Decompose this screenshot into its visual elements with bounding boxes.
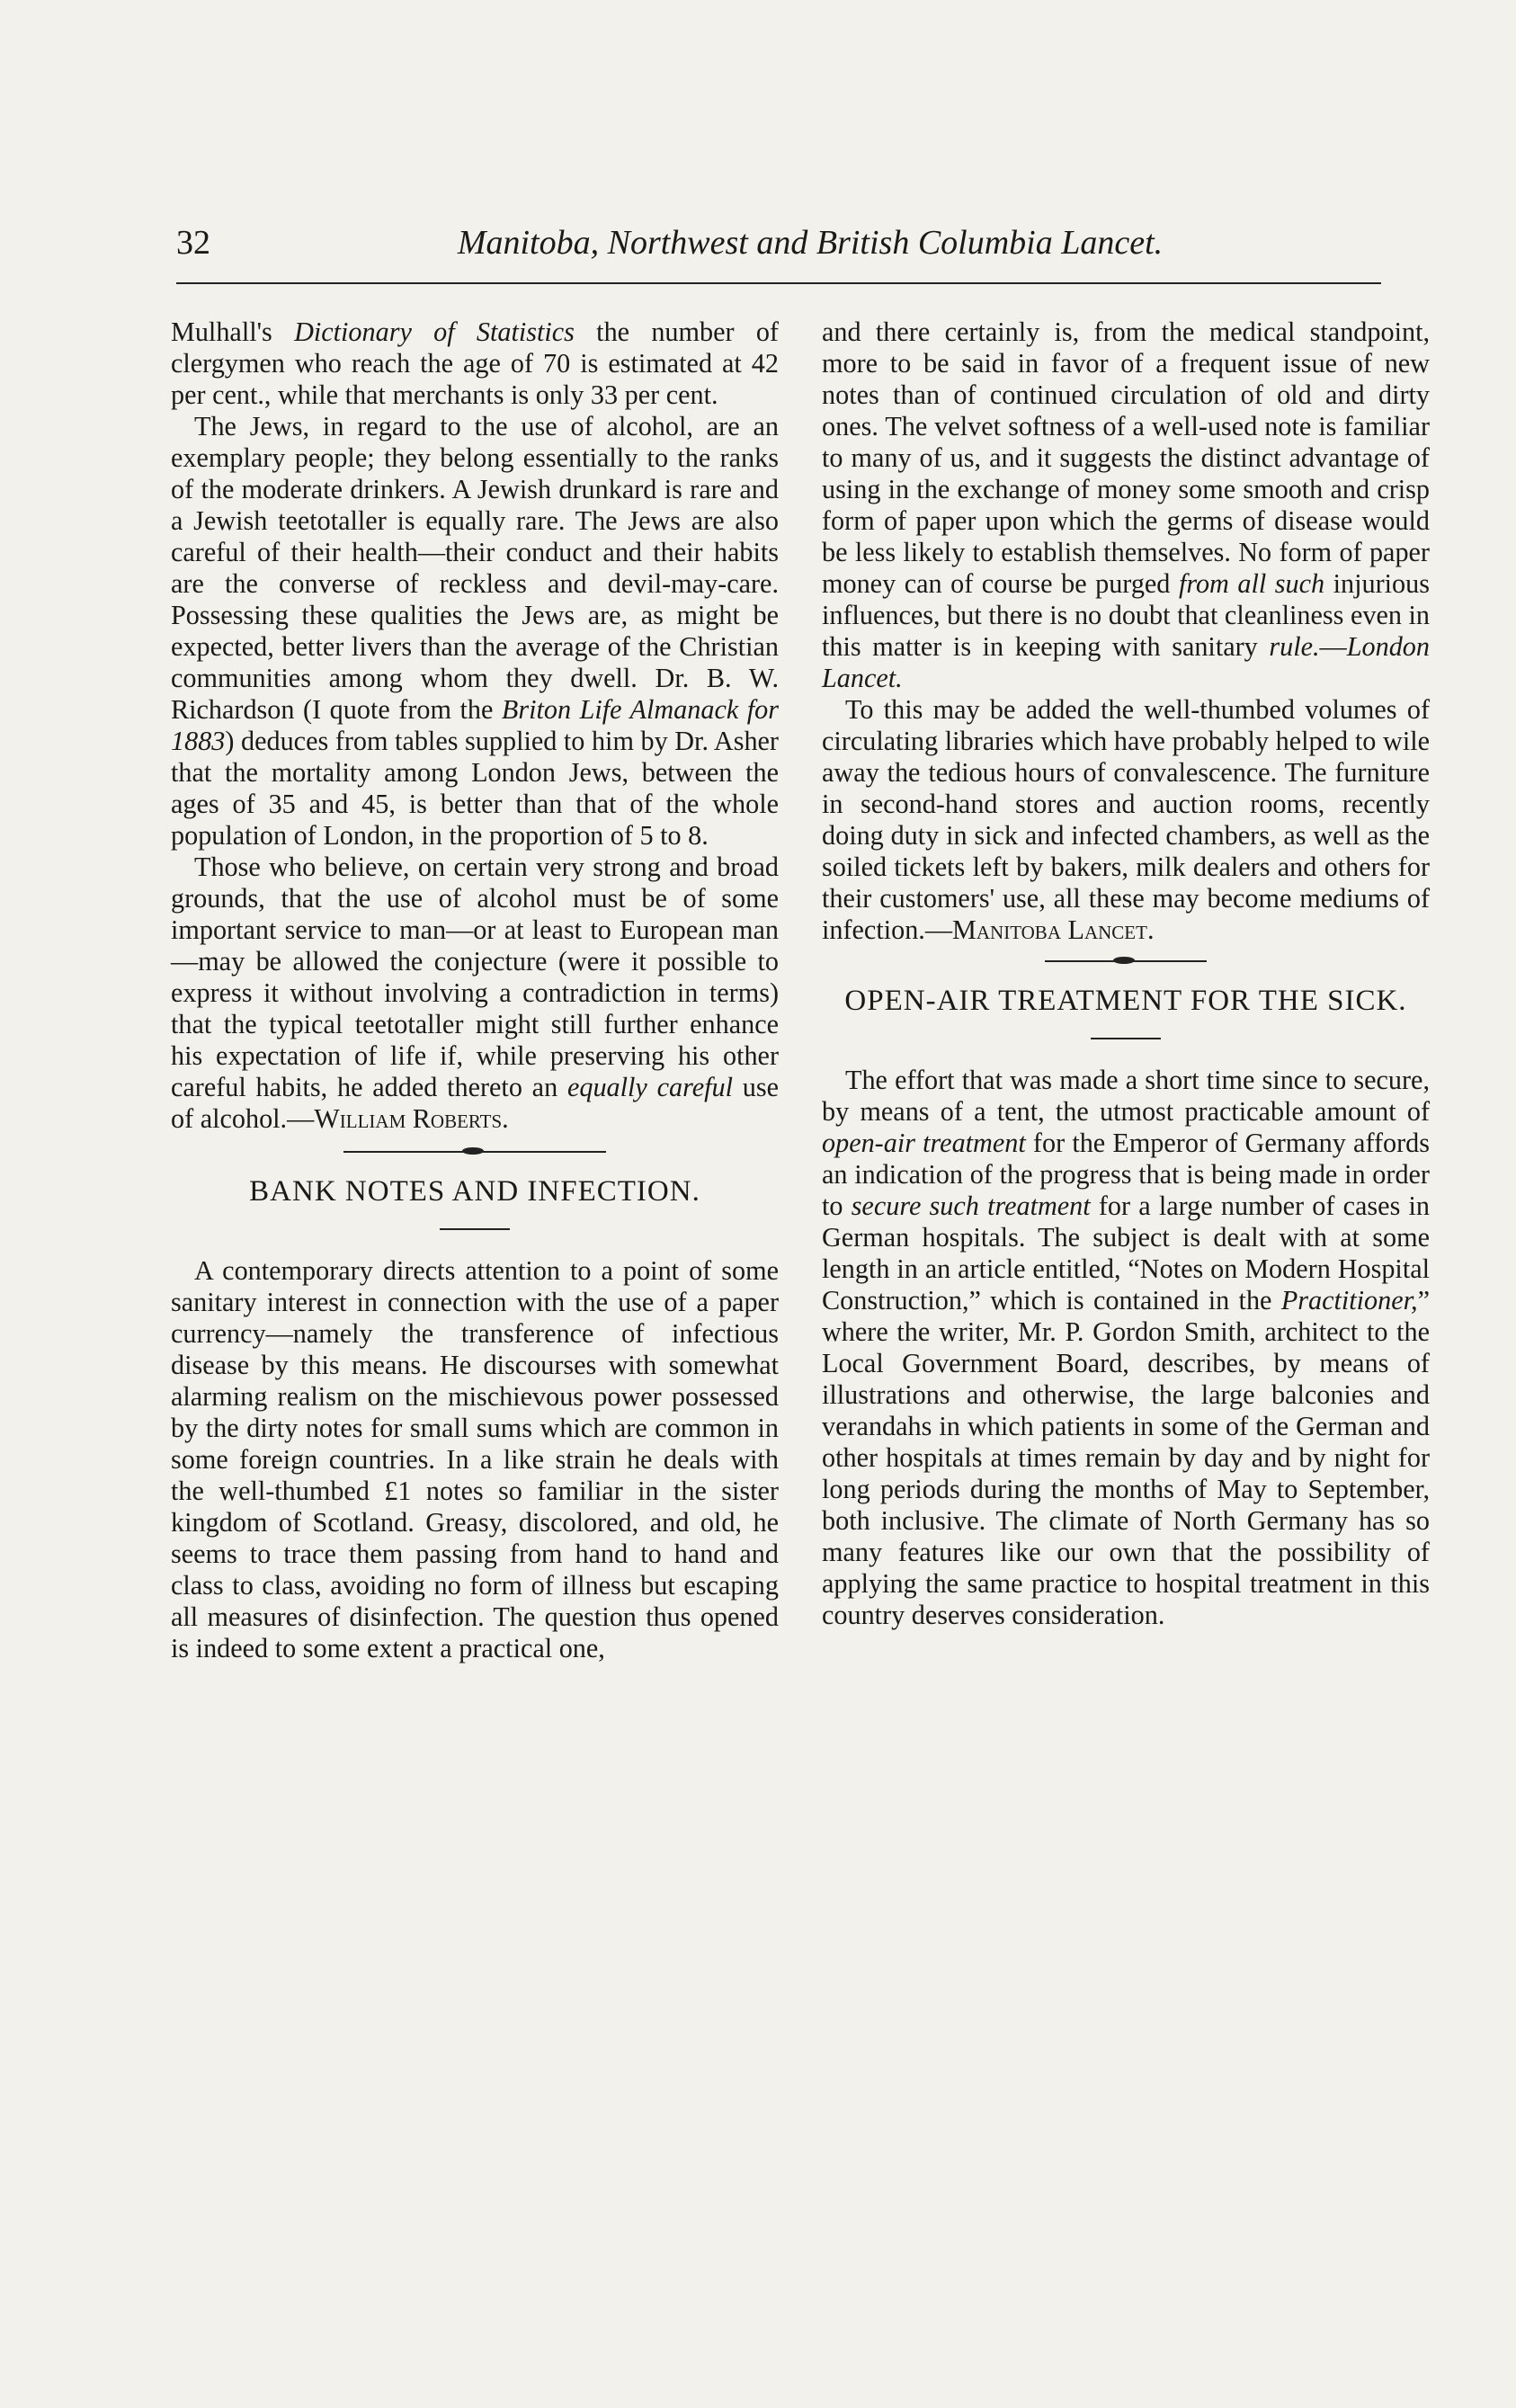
author-signature: William Roberts. bbox=[314, 1103, 509, 1134]
left-column bbox=[171, 317, 779, 1664]
header-rule bbox=[176, 282, 1381, 284]
paragraph-open-air: The effort that was made a short time since to secure, by means of a tent, the utmost practicable amount of open-air treatment for the Emperor of Germany affords an indication of the progress that is being made in order to secure such treatment for a large number of cases in German hospitals. The subject is dealt with at some length in an article entitled, “Notes on Modern Hospital Construction,” which is contained in the Practitioner,” where the writer, Mr. P. Gordon Smith, architect to the Local Government Board, describes, by means of illustrations and otherwise, the large balconies and verandahs in which patients in some of the German and other hospitals at times remain by day and by night for long periods during the months of May to September, both inclusive. The climate of North Germany has so many features like our own that the possibility of applying the same practice to hospital treatment in this country deserves consideration. bbox=[822, 1065, 1430, 1630]
source-citation: London Lancet. bbox=[822, 631, 1430, 693]
journal-title: Practitioner, bbox=[1280, 1285, 1418, 1315]
paragraph-teetotaller: Those who believe, on certain very strong and broad grounds, that the use of alcohol must be of some important service to man—or at least to European man—may be allowed the conjecture (were it possible to express it without involving a contradiction in terms) that the typical teetotaller might still further enhance his expectation of life if, while preserving his other careful habits, he added thereto an equally careful use of alcohol.—William Roberts. bbox=[171, 852, 779, 1134]
right-column bbox=[822, 317, 1430, 1631]
paragraph-mulhall: Mulhall's Dictionary of Statistics the number of clergymen who reach the age of 70 is estimated at 42 per cent., while that merchants is only 33 per cent. bbox=[171, 317, 779, 410]
short-rule bbox=[1091, 1038, 1161, 1039]
source-signature: Manitoba Lancet. bbox=[952, 914, 1155, 945]
ornamental-rule bbox=[1045, 960, 1207, 962]
paragraph-jews: The Jews, in regard to the use of alcohol, are an exemplary people; they belong essentially to the ranks of the moderate drinkers. A Jewish drunkard is rare and a Jewish teetotaller is equally rare. The Jews are also careful of their health—their conduct and their habits are the converse of reckless and devil-may-care. Possessing these qualities the Jews are, as might be expected, better livers than the average of the Christian communities among whom they dwell. Dr. B. W. Richardson (I quote from the Briton Life Almanack for 1883) deduces from tables supplied to him by Dr. Asher that the mortality among London Jews, between the ages of 35 and 45, is better than that of the whole population of London, in the proportion of 5 to 8. bbox=[171, 411, 780, 851]
paragraph-bank-notes-continued: and there certainly is, from the medical standpoint, more to be said in favor of a frequent issue of new notes than of continued circulation of old and dirty ones. The velvet softness of a well-used note is familiar to many of us, and it suggests the distinct advantage of using in the exchange of money some smooth and crisp form of paper upon which the germs of disease would be less likely to establish themselves. No form of paper money can of course be purged from all such injurious influences, but there is no doubt that cleanliness even in this matter is in keeping with sanitary rule.—London Lancet. bbox=[822, 317, 1430, 693]
section-heading-bank-notes: BANK NOTES AND INFECTION. bbox=[249, 1175, 700, 1208]
page-header bbox=[176, 219, 1381, 270]
paragraph-bank-notes: A contemporary directs attention to a point of some sanitary interest in connection with the use of a paper currency—namely the transference of infectious disease by this means. He discourses with somewhat alarming realism on the mischievous power possessed by the dirty notes for small sums which are common in some foreign countries. In a like strain he deals with the well-thumbed £1 notes so familiar in the sister kingdom of Scotland. Greasy, discolored, and old, he seems to trace them passing from hand to hand and class to class, avoiding no form of illness but escaping all measures of disinfection. The question thus opened is indeed to some extent a practical one, bbox=[171, 1255, 779, 1663]
short-rule bbox=[440, 1228, 510, 1230]
running-title: Manitoba, Northwest and British Columbia Lancet. bbox=[457, 224, 1164, 262]
book-title: Dictionary of Statistics bbox=[294, 317, 575, 347]
ornamental-rule bbox=[343, 1151, 606, 1153]
almanack-title: Briton Life Almanack for 1883 bbox=[171, 694, 780, 756]
paragraph-libraries: To this may be added the well-thumbed volumes of circulating libraries which have probably helped to wile away the tedious hours of convalescence. The furniture in second-hand stores and auction rooms, recently doing duty in sick and infected chambers, as well as the soiled tickets left by bakers, milk dealers and others for their customers' use, all these may become mediums of infection.—Manitoba Lancet. bbox=[822, 694, 1430, 945]
section-heading-open-air: OPEN-AIR TREATMENT FOR THE SICK. bbox=[844, 985, 1407, 1017]
page-number: 32 bbox=[176, 224, 210, 262]
